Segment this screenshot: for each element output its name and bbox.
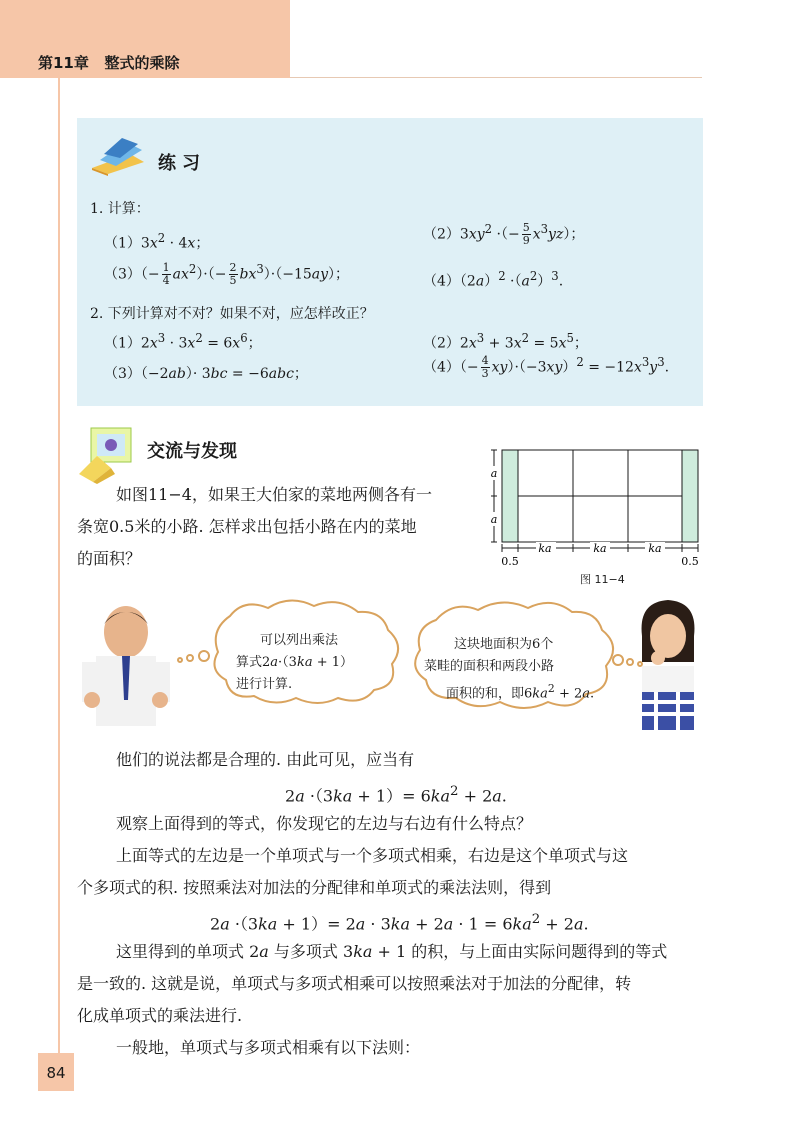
body-eq1: $2a \cdot(3ka + 1)= 6ka^2 + 2a$. bbox=[285, 784, 507, 806]
practice-q2-3: （3）（−2ab）· 3bc = −6abc； bbox=[104, 366, 308, 382]
dim-ka-3: ka bbox=[648, 542, 662, 555]
exchange-icon bbox=[77, 424, 139, 484]
fraction-numerator: 5 bbox=[522, 221, 530, 235]
bubble2-line1: 这块地面积为6个 bbox=[454, 637, 554, 652]
bubble2-line2: 菜畦的面积和两段小路 bbox=[424, 659, 555, 674]
body-p3-line1: 上面等式的左边是一个单项式与一个多项式相乘，右边是这个单项式与这 bbox=[116, 846, 629, 865]
chapter-title: 整式的乘除 bbox=[104, 54, 180, 72]
left-margin-rule bbox=[58, 78, 60, 1058]
practice-q1-2: $(2)3xy^2$ ·（− $\frac{5}{9}$ $x^3yz$）； bbox=[423, 221, 585, 248]
fraction-numerator: 4 bbox=[481, 354, 489, 368]
practice-q2-1: $(1)2x^3 \cdot 3x^2 = 6x^6$； bbox=[104, 331, 262, 352]
dim-path-left: 0.5 bbox=[501, 555, 519, 568]
dim-path-right: 0.5 bbox=[681, 555, 699, 568]
bubble2-line3: 面积的和，即$6ka^2 + 2a$. bbox=[446, 682, 595, 702]
figure-caption: 图 11−4 bbox=[580, 573, 625, 586]
body-p4-line2: 是一致的. 这就是说，单项式与多项式相乘可以按照乘法对于加法的分配律，转 bbox=[77, 974, 632, 993]
fraction-numerator: 1 bbox=[162, 261, 170, 275]
fraction-denominator: 3 bbox=[481, 367, 489, 381]
chapter-number: 第11章 bbox=[38, 54, 89, 72]
practice-q1-4: $(4)(2a)^2 \cdot(a^2)^3$. bbox=[423, 269, 564, 290]
body-p4-line1: 这里得到的单项式 2a 与多项式 3ka + 1 的积，与上面由实际问题得到的等式 bbox=[116, 942, 668, 961]
fraction-denominator: 9 bbox=[522, 234, 530, 248]
body-p1: 他们的说法都是合理的. 由此可见，应当有 bbox=[116, 750, 415, 769]
body-p5: 一般地，单项式与多项式相乘有以下法则： bbox=[116, 1038, 421, 1057]
body-p2: 观察上面得到的等式，你发现它的左边与右边有什么特点？ bbox=[116, 814, 533, 833]
practice-q2-2: $(2)2x^3 + 3x^2 = 5x^5$； bbox=[423, 331, 588, 352]
dim-a-bottom: a bbox=[490, 513, 498, 526]
girl-illustration bbox=[628, 596, 708, 730]
practice-q1: 1. 计算： bbox=[90, 201, 150, 217]
dim-ka-1: ka bbox=[538, 542, 552, 555]
left-path-strip bbox=[502, 450, 518, 542]
body-p4-line3: 化成单项式的乘法进行. bbox=[77, 1006, 243, 1025]
exchange-para-line2: 条宽0.5米的小路. 怎样求出包括小路在内的菜地 bbox=[77, 517, 417, 536]
fraction-denominator: 5 bbox=[229, 274, 237, 288]
body-eq2: $2a \cdot(3ka + 1)= 2a \cdot 3ka + 2a \cdot 1 = 6ka^2 + 2a$. bbox=[210, 912, 589, 934]
boy-illustration bbox=[78, 600, 174, 726]
dim-a-top: a bbox=[490, 467, 498, 480]
books-icon bbox=[86, 132, 152, 176]
chapter-header bbox=[38, 52, 180, 73]
figure-11-4 bbox=[488, 444, 708, 568]
bubble1-line3: 进行计算. bbox=[236, 677, 293, 692]
bubble1-line1: 可以列出乘法 bbox=[260, 633, 339, 648]
practice-q2-4: （4）（− $\frac{4}{3}$ $xy)\cdot(-3xy)^2 = -12x^3y^3$. bbox=[423, 354, 670, 381]
practice-q2: 2. 下列计算对不对？如果不对，应怎样改正？ bbox=[90, 306, 374, 322]
header-rule bbox=[290, 77, 702, 78]
practice-title: 练习 bbox=[158, 153, 206, 174]
practice-q1-1: $(1)3x^2 \cdot 4x$； bbox=[104, 231, 210, 252]
fraction-denominator: 4 bbox=[162, 274, 170, 288]
exchange-title: 交流与发现 bbox=[147, 441, 237, 462]
dim-ka-2: ka bbox=[593, 542, 607, 555]
right-path-strip bbox=[682, 450, 698, 542]
exchange-para-line3: 的面积？ bbox=[77, 549, 142, 568]
fraction-numerator: 2 bbox=[229, 261, 237, 275]
page-number: 84 bbox=[46, 1064, 66, 1082]
exchange-para-line1: 如图11−4，如果王大伯家的菜地两侧各有一 bbox=[116, 485, 432, 504]
practice-q1-3: （3）（− $\frac{1}{4}$ $ax^2)\cdot(-$ $\frac{2}{5}$ $bx^3)\cdot(-15ay)$； bbox=[104, 261, 350, 288]
body-p3-line2: 个多项式的积. 按照乘法对加法的分配律和单项式的乘法法则，得到 bbox=[77, 878, 552, 897]
bubble1-line2: 算式2a·（3ka + 1） bbox=[236, 655, 354, 670]
